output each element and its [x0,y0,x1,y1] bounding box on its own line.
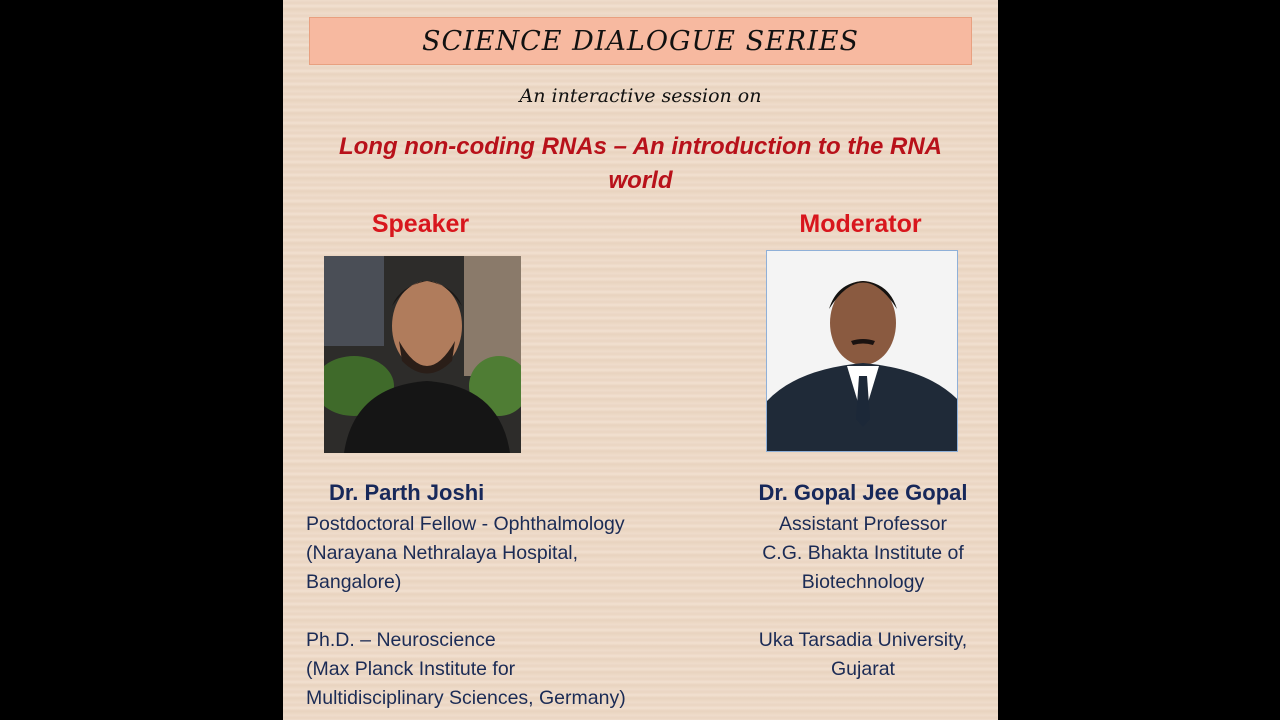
moderator-details [738,510,988,684]
moderator-label: Moderator [799,210,922,238]
moderator-detail-line: C.G. Bhakta Institute of [762,542,964,564]
speaker-detail-line: Ph.D. – Neuroscience [306,629,496,651]
speaker-detail-line: Multidisciplinary Sciences, Germany) [306,687,626,709]
session-topic: Long non-coding RNAs – An introduction to the RNA world [338,133,943,194]
spacer [738,597,988,626]
speaker-label: Speaker [371,210,470,238]
speaker-detail-line: Bangalore) [306,571,402,593]
speaker-details [306,510,706,713]
moderator-detail-line: Assistant Professor [779,513,947,535]
intro-text: An interactive session on [519,85,762,107]
speaker-detail-line: (Max Planck Institute for [306,658,516,680]
moderator-detail-line: Biotechnology [801,571,925,593]
speaker-detail-line: Postdoctoral Fellow - Ophthalmology [306,513,625,535]
series-title-banner: SCIENCE DIALOGUE SERIES [309,17,972,65]
speaker-name: Dr. Parth Joshi [329,480,485,505]
moderator-detail-line: Gujarat [831,658,895,680]
spacer [306,597,706,626]
moderator-detail-line: Uka Tarsadia University, [758,629,968,651]
moderator-photo [766,250,958,452]
poster [283,0,998,720]
moderator-name: Dr. Gopal Jee Gopal [758,480,968,505]
speaker-photo [324,256,521,453]
speaker-detail-line: (Narayana Nethralaya Hospital, [306,542,579,564]
